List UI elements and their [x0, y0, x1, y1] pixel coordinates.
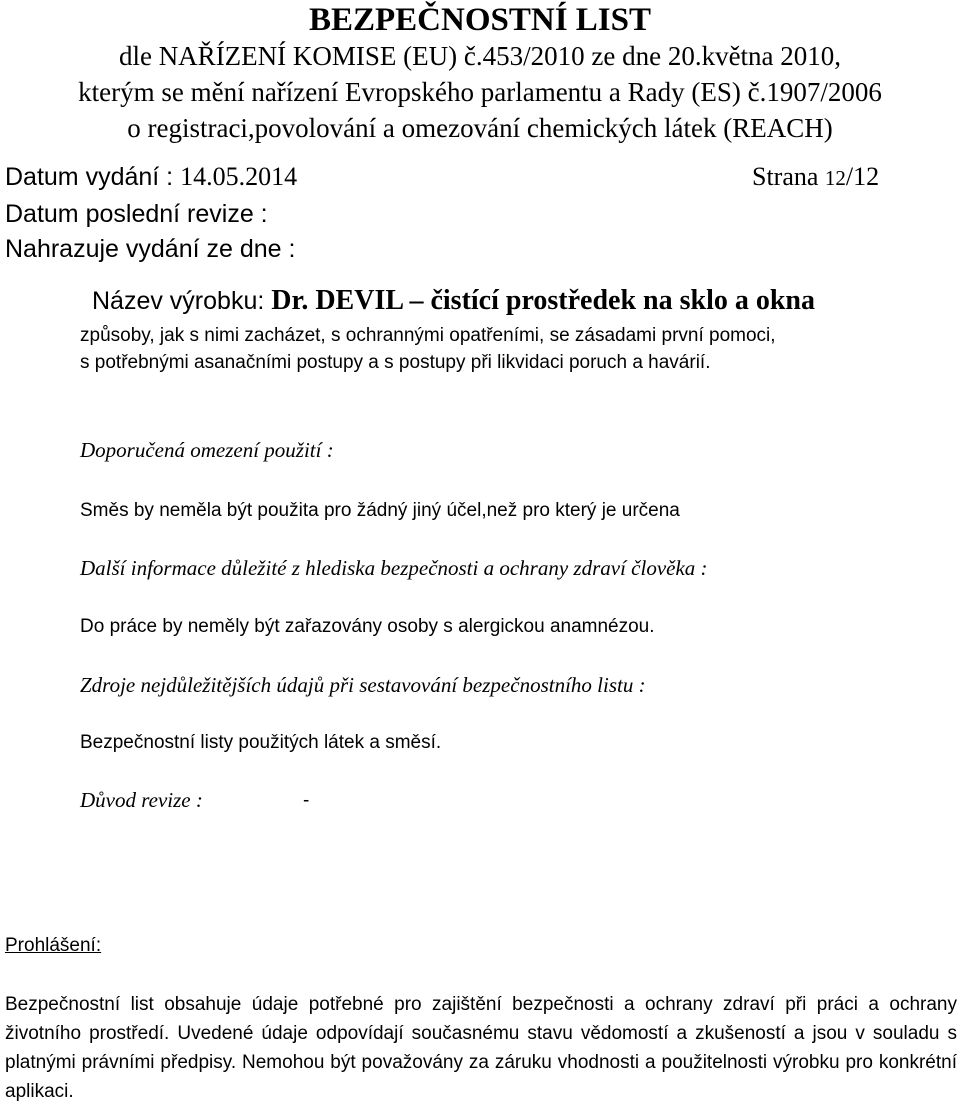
restrictions-heading: Doporučená omezení použití :	[80, 438, 334, 462]
further-info-heading: Další informace důležité z hlediska bezpečnosti a ochrany zdraví člověka :	[80, 556, 708, 580]
regulation-line-1: dle NAŘÍZENÍ KOMISE (EU) č.453/2010 ze dne 20.května 2010,	[118, 41, 842, 71]
replaces-edition: Nahrazuje vydání ze dne :	[5, 235, 296, 263]
page-current: 12	[824, 166, 846, 190]
sources-text: Bezpečnostní listy použitých látek a směsí.	[80, 732, 442, 753]
page-prefix: Strana	[752, 162, 825, 191]
product-label: Název výrobku:	[92, 287, 272, 315]
product-name: Dr. DEVIL – čistící prostředek na sklo a okna	[271, 285, 815, 316]
page-total: /12	[845, 162, 880, 191]
sources-heading: Zdroje nejdůležitějších údajů při sestavování bezpečnostního listu :	[80, 673, 646, 697]
issue-date-value: 14.05.2014	[180, 162, 298, 191]
declaration-text: Bezpečnostní list obsahuje údaje potřebné pro zajištění bezpečnosti a ochrany zdraví při práci a ochrany životního prostředí. Uvedené údaje odpovídají současnému stavu vědomostí a zkušeností a jsou v souladu s platnými právními předpisy. Nemohou být považovány za záruku vhodnosti a použitelnosti výrobku pro konkrétní aplikaci.	[5, 994, 957, 1102]
revision-reason-heading: Důvod revize :	[80, 788, 203, 812]
further-info-text: Do práce by neměly být zařazovány osoby s alergickou anamnézou.	[80, 616, 655, 637]
product-description-line-2: s potřebnými asanačními postupy a s postupy při likvidaci poruch a havárií.	[80, 352, 711, 373]
revision-reason-value: -	[303, 790, 310, 811]
regulation-line-2: kterým se mění nařízení Evropského parlamentu a Rady (ES) č.1907/2006	[78, 77, 882, 107]
last-revision-date: Datum poslední revize :	[5, 200, 268, 228]
product-name-line	[92, 286, 815, 317]
document-title: BEZPEČNOSTNÍ LIST	[308, 2, 652, 38]
restrictions-text: Směs by neměla být použita pro žádný jiný účel,než pro který je určena	[80, 500, 680, 521]
issue-date: Datum vydání : 14.05.2014	[5, 162, 298, 191]
product-description-line-1: způsoby, jak s nimi zacházet, s ochrannými opatřeními, se zásadami první pomoci,	[80, 325, 776, 346]
declaration-heading: Prohlášení:	[5, 935, 102, 956]
page-number	[752, 162, 879, 193]
regulation-line-3: o registraci,povolování a omezování chemických látek (REACH)	[127, 113, 833, 143]
